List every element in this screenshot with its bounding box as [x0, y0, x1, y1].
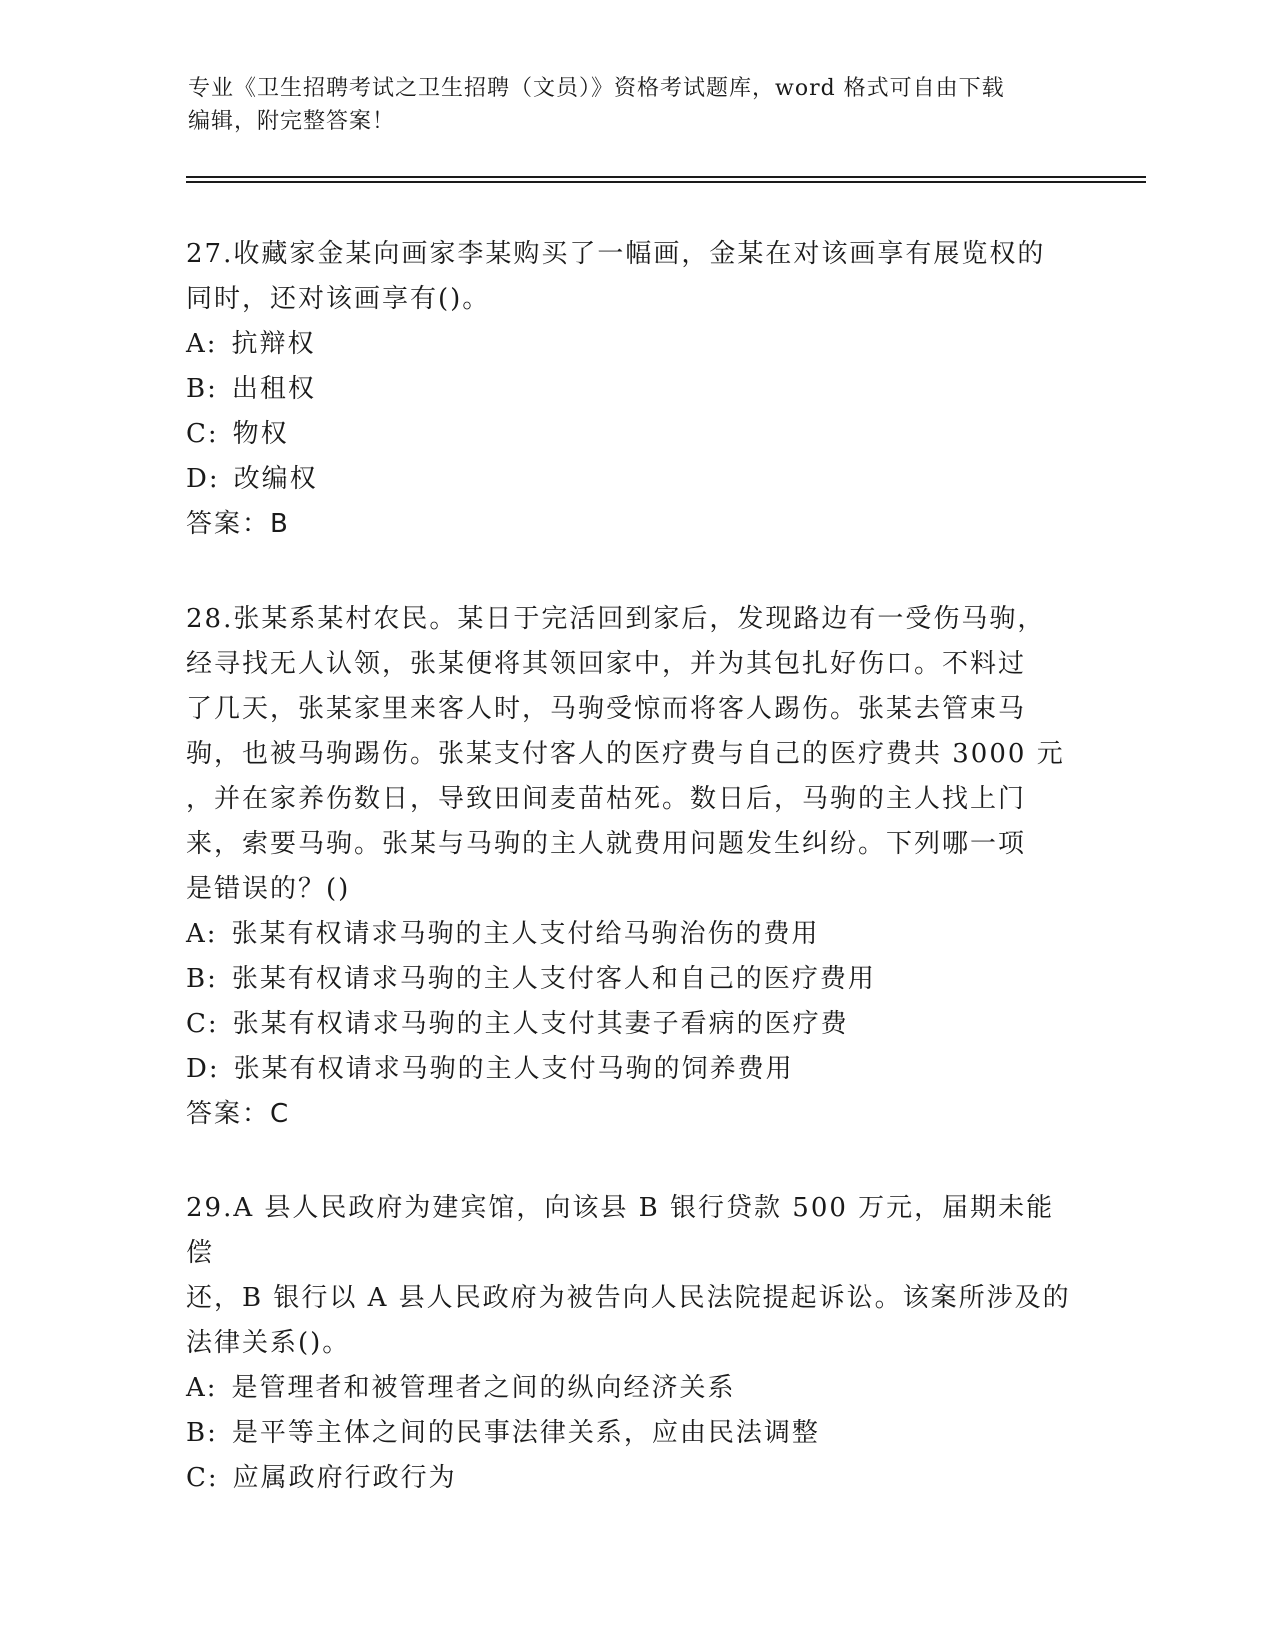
option-key: B: — [186, 964, 218, 994]
question-stem — [186, 597, 1076, 912]
option-a — [186, 1366, 1076, 1411]
option-key: B: — [186, 374, 218, 404]
stem-line: ，并在家养伤数日，导致田间麦苗枯死。数日后，马驹的主人找上门 — [186, 784, 1027, 814]
answer-line: 答案：B — [186, 509, 290, 539]
option-list — [186, 1366, 1076, 1501]
question-29 — [186, 1186, 1076, 1501]
question-stem — [186, 1186, 1076, 1366]
stem-line: 来，索要马驹。张某与马驹的主人就费用问题发生纠纷。下列哪一项 — [186, 829, 1027, 859]
option-c — [186, 1456, 1076, 1501]
option-text: 出租权 — [231, 374, 316, 404]
option-text: 张某有权请求马驹的主人支付给马驹治伤的费用 — [231, 919, 820, 949]
header-line-2: 编辑，附完整答案！ — [188, 109, 396, 134]
option-key: A: — [186, 1373, 218, 1403]
option-text: 张某有权请求马驹的主人支付其妻子看病的医疗费 — [232, 1009, 849, 1039]
option-list — [186, 912, 1076, 1092]
stem-line: 驹，也被马驹踢伤。张某支付客人的医疗费与自己的医疗费共 3000 元 — [186, 739, 1065, 769]
option-key: A: — [186, 919, 218, 949]
option-text: 抗辩权 — [231, 329, 316, 359]
option-key: D: — [186, 1054, 220, 1084]
stem-line: 经寻找无人认领，张某便将其领回家中，并为其包扎好伤口。不料过 — [186, 649, 1027, 679]
stem-line: 29.A 县人民政府为建宾馆，向该县 B 银行贷款 500 万元，届期未能偿 — [186, 1193, 1055, 1268]
option-b — [186, 367, 1076, 412]
option-d — [186, 1047, 1076, 1092]
header-divider-bottom — [186, 181, 1146, 183]
document-header — [188, 72, 1068, 138]
option-key: D: — [186, 464, 220, 494]
answer-line: 答案：C — [186, 1099, 291, 1129]
option-text: 张某有权请求马驹的主人支付马驹的饲养费用 — [233, 1054, 794, 1084]
stem-line: 27.收藏家金某向画家李某购买了一幅画，金某在对该画享有展览权的 — [186, 239, 1046, 269]
stem-line: 法律关系()。 — [186, 1328, 351, 1358]
option-text: 张某有权请求马驹的主人支付客人和自己的医疗费用 — [231, 964, 876, 994]
option-b — [186, 957, 1076, 1002]
option-text: 应属政府行政行为 — [232, 1463, 457, 1493]
stem-line: 28.张某系某村农民。某日于完活回到家后，发现路边有一受伤马驹， — [186, 604, 1046, 634]
stem-line: 同时，还对该画享有()。 — [186, 284, 491, 314]
header-line-1: 专业《卫生招聘考试之卫生招聘（文员）》资格考试题库，word 格式可自由下载 — [188, 76, 1005, 101]
option-text: 改编权 — [233, 464, 318, 494]
option-a — [186, 912, 1076, 957]
option-d — [186, 457, 1076, 502]
header-divider-top — [186, 176, 1146, 178]
option-text: 物权 — [232, 419, 289, 449]
stem-line: 了几天，张某家里来客人时，马驹受惊而将客人踢伤。张某去管束马 — [186, 694, 1027, 724]
option-text: 是管理者和被管理者之间的纵向经济关系 — [231, 1373, 736, 1403]
option-key: A: — [186, 329, 218, 359]
stem-line: 还，B 银行以 A 县人民政府为被告向人民法院提起诉讼。该案所涉及的 — [186, 1283, 1071, 1313]
question-28 — [186, 597, 1076, 1137]
option-text: 是平等主体之间的民事法律关系，应由民法调整 — [231, 1418, 820, 1448]
question-stem — [186, 232, 1076, 322]
option-key: B: — [186, 1418, 218, 1448]
option-c — [186, 1002, 1076, 1047]
option-key: C: — [186, 1009, 219, 1039]
option-c — [186, 412, 1076, 457]
option-a — [186, 322, 1076, 367]
question-27 — [186, 232, 1076, 547]
option-key: C: — [186, 419, 219, 449]
option-key: C: — [186, 1463, 219, 1493]
stem-line: 是错误的？() — [186, 874, 351, 904]
option-b — [186, 1411, 1076, 1456]
option-list — [186, 322, 1076, 502]
